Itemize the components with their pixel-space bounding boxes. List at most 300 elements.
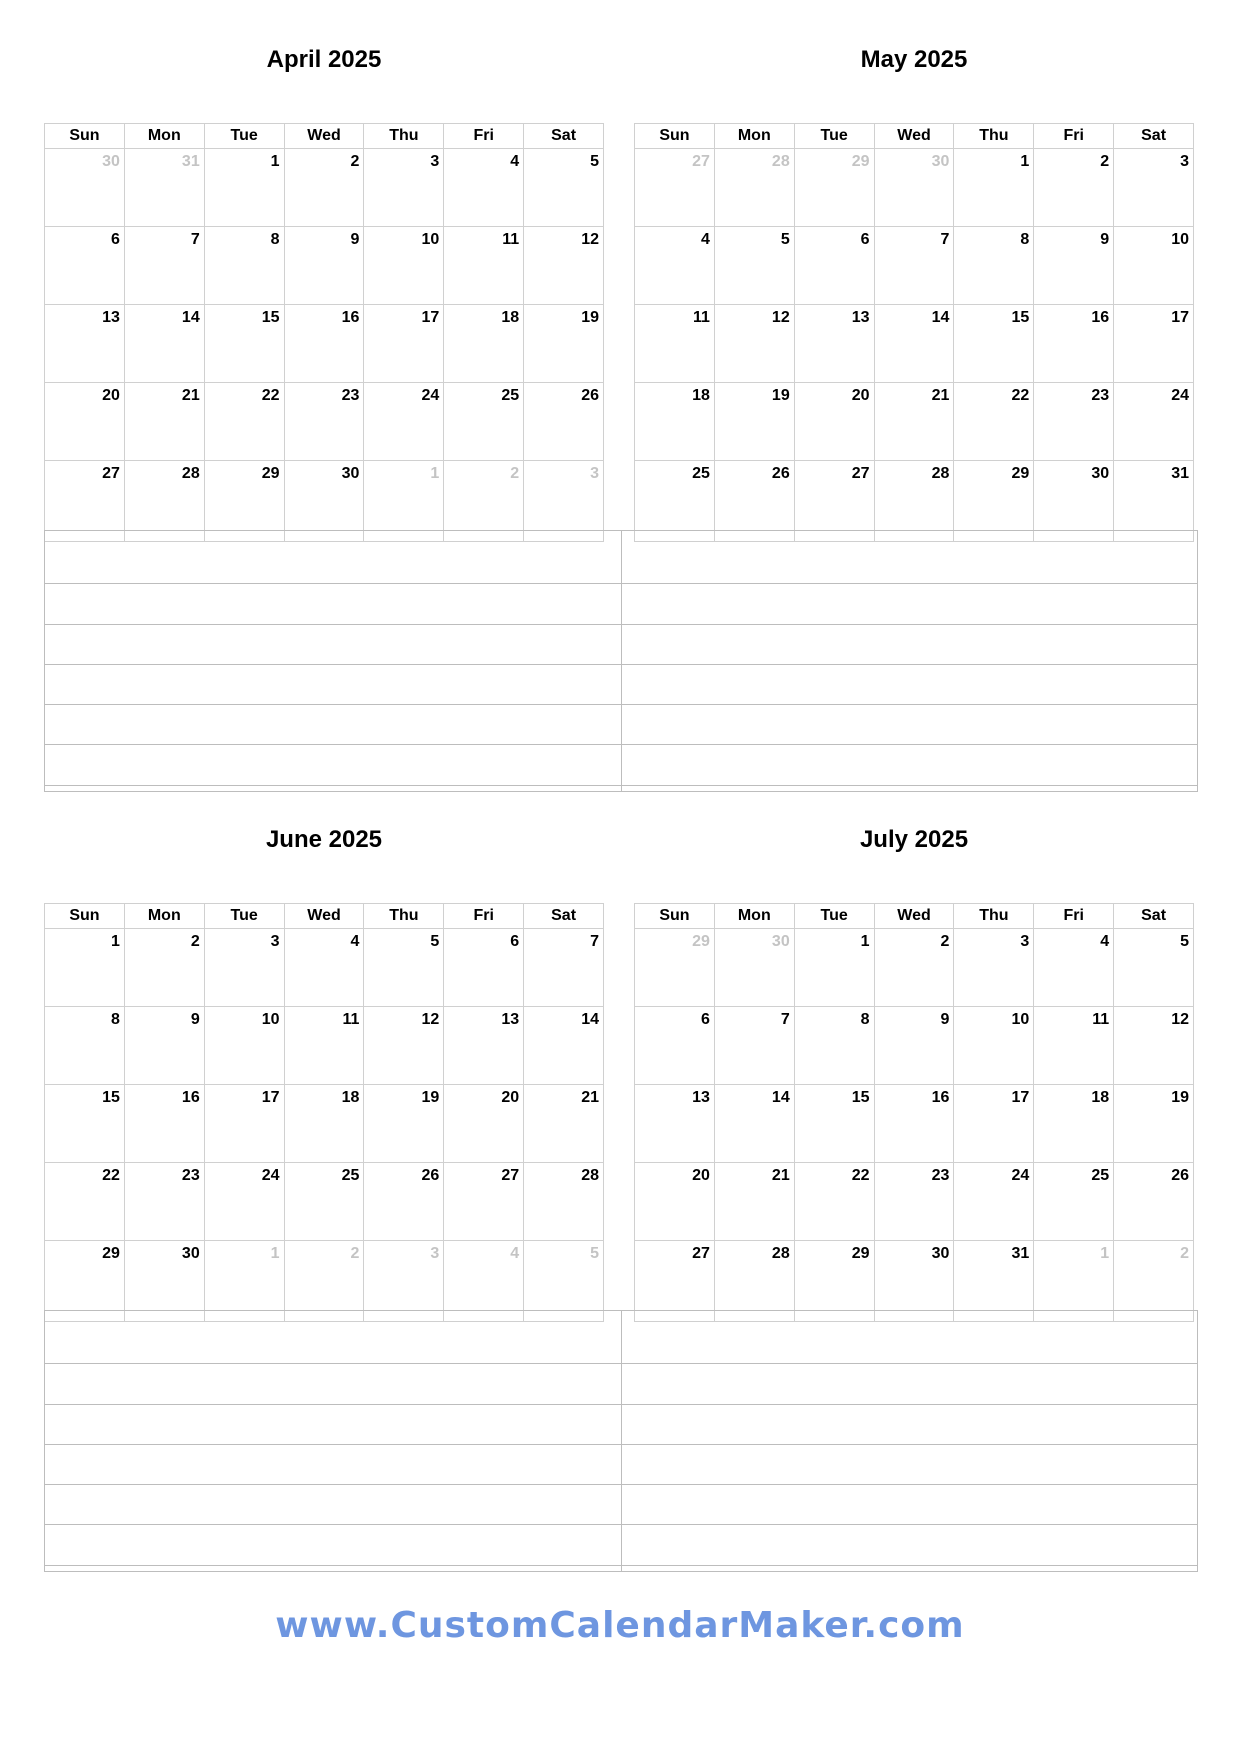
day-number: 19	[771, 387, 790, 404]
day-number: 18	[341, 1089, 360, 1106]
month-title: July 2025	[859, 826, 969, 853]
day-number: 4	[510, 153, 520, 170]
day-number: 25	[341, 1167, 360, 1184]
day-cell	[285, 1007, 365, 1085]
day-number: 29	[851, 153, 870, 170]
day-number: 4	[510, 1245, 520, 1262]
day-number: 31	[1011, 1245, 1030, 1262]
day-number: 11	[1092, 1011, 1110, 1028]
day-number: 2	[350, 1245, 360, 1262]
day-number: 10	[421, 231, 440, 248]
day-number: 13	[692, 1089, 710, 1106]
day-cell	[285, 149, 365, 227]
day-number: 12	[771, 309, 790, 326]
day-cell	[444, 305, 524, 383]
week-row	[45, 149, 604, 227]
day-cell	[444, 929, 524, 1007]
day-cell	[715, 1007, 795, 1085]
day-number: 9	[940, 1011, 950, 1028]
month-title: April 2025	[266, 46, 382, 73]
weekday-label: Wed	[875, 904, 955, 929]
day-number: 25	[1091, 1167, 1110, 1184]
notes-divider	[621, 531, 622, 791]
day-cell	[45, 227, 125, 305]
day-number: 19	[581, 309, 600, 326]
week-row	[635, 1085, 1194, 1163]
day-cell	[45, 1007, 125, 1085]
notes-divider	[621, 1311, 622, 1571]
day-cell-other-month	[795, 149, 875, 227]
day-number: 22	[102, 1167, 120, 1184]
day-number: 5	[590, 1245, 600, 1262]
notes-area-top	[44, 530, 1198, 792]
day-cell	[1034, 305, 1114, 383]
day-number: 21	[181, 387, 200, 404]
day-number: 27	[501, 1167, 520, 1184]
day-cell	[635, 305, 715, 383]
weekday-label: Sat	[524, 904, 604, 929]
day-cell	[524, 149, 604, 227]
day-number: 4	[700, 231, 710, 248]
day-number: 3	[270, 933, 280, 950]
day-number: 29	[851, 1245, 870, 1262]
week-row	[45, 1163, 604, 1241]
weekday-header-row	[635, 904, 1194, 929]
day-cell	[875, 305, 955, 383]
day-number: 3	[590, 465, 600, 482]
day-number: 6	[110, 231, 120, 248]
day-cell-other-month	[635, 149, 715, 227]
day-cell	[1114, 1163, 1194, 1241]
day-cell	[285, 1085, 365, 1163]
day-cell	[954, 1163, 1034, 1241]
day-cell	[285, 227, 365, 305]
day-number: 2	[510, 465, 520, 482]
day-cell	[795, 227, 875, 305]
weekday-label: Mon	[125, 124, 205, 149]
day-number: 12	[1171, 1011, 1190, 1028]
day-cell	[635, 383, 715, 461]
day-number: 24	[421, 387, 440, 404]
day-cell	[524, 305, 604, 383]
day-cell	[45, 1085, 125, 1163]
weekday-label: Thu	[364, 904, 444, 929]
day-cell-other-month	[125, 149, 205, 227]
day-number: 26	[581, 387, 600, 404]
weekday-label: Sun	[635, 904, 715, 929]
day-cell	[715, 383, 795, 461]
calendar-grid	[634, 903, 1194, 1322]
day-number: 5	[430, 933, 440, 950]
day-cell	[125, 929, 205, 1007]
day-number: 30	[931, 1245, 950, 1262]
month-april	[44, 30, 604, 542]
day-number: 28	[931, 465, 950, 482]
day-cell	[205, 1085, 285, 1163]
day-number: 24	[1011, 1167, 1030, 1184]
day-number: 2	[350, 153, 360, 170]
day-cell	[524, 1007, 604, 1085]
week-row	[635, 149, 1194, 227]
day-cell-other-month	[875, 149, 955, 227]
day-cell	[444, 1163, 524, 1241]
day-cell	[1034, 1163, 1114, 1241]
month-title: May 2025	[860, 46, 968, 73]
day-number: 30	[181, 1245, 200, 1262]
day-number: 8	[270, 231, 280, 248]
day-cell	[715, 1163, 795, 1241]
day-number: 25	[692, 465, 710, 482]
day-cell	[715, 1085, 795, 1163]
day-cell	[875, 1085, 955, 1163]
footer-website-link[interactable]: www.CustomCalendarMaker.com	[275, 1605, 965, 1646]
day-number: 14	[581, 1011, 600, 1028]
weekday-label: Wed	[285, 124, 365, 149]
day-number: 28	[581, 1167, 600, 1184]
weekday-label: Fri	[1034, 904, 1114, 929]
day-number: 1	[860, 933, 870, 950]
day-number: 14	[931, 309, 950, 326]
day-cell	[364, 1085, 444, 1163]
day-cell	[125, 1007, 205, 1085]
day-number: 16	[341, 309, 360, 326]
day-cell	[524, 929, 604, 1007]
day-number: 8	[1020, 231, 1030, 248]
day-cell	[715, 227, 795, 305]
week-row	[635, 1163, 1194, 1241]
day-cell	[635, 1085, 715, 1163]
day-cell-other-month	[715, 929, 795, 1007]
day-number: 23	[931, 1167, 950, 1184]
day-number: 16	[181, 1089, 200, 1106]
weekday-header-row	[45, 904, 604, 929]
day-cell	[285, 1163, 365, 1241]
day-cell-other-month	[635, 929, 715, 1007]
day-number: 3	[1020, 933, 1030, 950]
weekday-label: Sat	[1114, 124, 1194, 149]
day-cell	[875, 383, 955, 461]
day-number: 20	[501, 1089, 520, 1106]
day-cell	[205, 149, 285, 227]
day-number: 18	[692, 387, 710, 404]
day-number: 13	[851, 309, 870, 326]
day-number: 8	[110, 1011, 120, 1028]
day-number: 13	[501, 1011, 520, 1028]
day-number: 1	[1020, 153, 1030, 170]
day-number: 16	[931, 1089, 950, 1106]
day-number: 7	[590, 933, 600, 950]
day-cell	[125, 1163, 205, 1241]
day-number: 19	[1171, 1089, 1190, 1106]
day-cell	[205, 929, 285, 1007]
calendar-grid	[44, 123, 604, 542]
day-number: 14	[181, 309, 200, 326]
day-number: 5	[780, 231, 790, 248]
day-cell	[954, 1085, 1034, 1163]
day-cell	[635, 1163, 715, 1241]
month-may	[634, 30, 1194, 542]
day-cell	[524, 383, 604, 461]
day-cell	[524, 227, 604, 305]
day-cell	[1034, 383, 1114, 461]
day-cell	[524, 1163, 604, 1241]
day-cell	[45, 383, 125, 461]
day-cell	[954, 305, 1034, 383]
weekday-label: Fri	[444, 124, 524, 149]
day-number: 31	[1171, 465, 1190, 482]
day-number: 10	[1011, 1011, 1030, 1028]
day-number: 29	[1011, 465, 1030, 482]
day-cell	[1034, 149, 1114, 227]
day-cell	[205, 383, 285, 461]
day-cell	[635, 1007, 715, 1085]
weekday-header-row	[45, 124, 604, 149]
day-cell	[954, 149, 1034, 227]
day-number: 3	[1180, 153, 1190, 170]
day-number: 30	[931, 153, 950, 170]
day-cell	[125, 227, 205, 305]
day-number: 3	[430, 153, 440, 170]
day-number: 29	[261, 465, 280, 482]
week-row	[45, 929, 604, 1007]
day-number: 6	[510, 933, 520, 950]
day-cell	[364, 1007, 444, 1085]
weekday-label: Sat	[1114, 904, 1194, 929]
day-cell	[444, 149, 524, 227]
day-number: 23	[341, 387, 360, 404]
weekday-label: Tue	[205, 904, 285, 929]
day-cell	[364, 149, 444, 227]
day-number: 24	[1171, 387, 1190, 404]
day-cell	[875, 929, 955, 1007]
day-number: 11	[692, 309, 710, 326]
week-row	[45, 305, 604, 383]
day-number: 4	[1100, 933, 1110, 950]
day-cell	[364, 227, 444, 305]
weekday-label: Sun	[45, 124, 125, 149]
day-number: 11	[502, 231, 520, 248]
day-number: 17	[421, 309, 440, 326]
week-row	[45, 227, 604, 305]
month-title: June 2025	[265, 826, 383, 853]
day-number: 29	[102, 1245, 120, 1262]
day-number: 21	[581, 1089, 600, 1106]
day-number: 24	[261, 1167, 280, 1184]
day-number: 17	[1011, 1089, 1030, 1106]
day-number: 22	[1011, 387, 1030, 404]
day-number: 1	[1100, 1245, 1110, 1262]
day-number: 12	[581, 231, 600, 248]
day-number: 13	[102, 309, 120, 326]
day-number: 23	[181, 1167, 200, 1184]
day-number: 20	[102, 387, 120, 404]
day-number: 5	[1180, 933, 1190, 950]
day-cell	[364, 1163, 444, 1241]
day-cell	[1034, 1007, 1114, 1085]
day-cell	[1114, 929, 1194, 1007]
calendar-grid	[634, 123, 1194, 542]
day-number: 2	[1180, 1245, 1190, 1262]
day-cell	[125, 305, 205, 383]
month-july	[634, 810, 1194, 1322]
week-row	[45, 1085, 604, 1163]
day-number: 6	[860, 231, 870, 248]
weekday-label: Mon	[715, 124, 795, 149]
day-cell	[1114, 1085, 1194, 1163]
day-number: 20	[851, 387, 870, 404]
day-cell	[45, 929, 125, 1007]
day-number: 14	[771, 1089, 790, 1106]
day-number: 7	[780, 1011, 790, 1028]
weekday-label: Sun	[45, 904, 125, 929]
day-cell-other-month	[715, 149, 795, 227]
day-number: 28	[771, 153, 790, 170]
notes-area-bottom	[44, 1310, 1198, 1572]
day-cell	[795, 383, 875, 461]
week-row	[635, 929, 1194, 1007]
day-cell	[205, 1163, 285, 1241]
weekday-label: Tue	[205, 124, 285, 149]
day-number: 21	[771, 1167, 790, 1184]
day-number: 3	[430, 1245, 440, 1262]
day-cell	[45, 1163, 125, 1241]
calendar-grid	[44, 903, 604, 1322]
day-number: 23	[1091, 387, 1110, 404]
day-cell	[1114, 1007, 1194, 1085]
day-number: 7	[940, 231, 950, 248]
day-cell	[285, 929, 365, 1007]
day-number: 26	[421, 1167, 440, 1184]
day-cell	[795, 929, 875, 1007]
day-number: 31	[181, 153, 200, 170]
day-number: 28	[771, 1245, 790, 1262]
day-number: 18	[501, 309, 520, 326]
day-cell	[205, 305, 285, 383]
day-cell	[954, 227, 1034, 305]
day-cell	[795, 1163, 875, 1241]
weekday-label: Fri	[1034, 124, 1114, 149]
day-number: 1	[430, 465, 440, 482]
day-cell	[444, 1085, 524, 1163]
day-cell	[875, 1007, 955, 1085]
month-june	[44, 810, 604, 1322]
day-cell	[1114, 227, 1194, 305]
day-cell	[954, 929, 1034, 1007]
day-cell	[364, 383, 444, 461]
day-number: 19	[421, 1089, 440, 1106]
day-number: 28	[181, 465, 200, 482]
day-number: 27	[692, 1245, 710, 1262]
day-number: 18	[1091, 1089, 1110, 1106]
week-row	[635, 1007, 1194, 1085]
day-cell	[364, 929, 444, 1007]
weekday-label: Sat	[524, 124, 604, 149]
day-number: 21	[931, 387, 950, 404]
day-cell	[364, 305, 444, 383]
weekday-label: Mon	[125, 904, 205, 929]
weekday-label: Wed	[875, 124, 955, 149]
day-number: 27	[851, 465, 870, 482]
day-number: 15	[261, 309, 280, 326]
day-cell	[954, 1007, 1034, 1085]
day-cell	[1114, 149, 1194, 227]
day-number: 29	[692, 933, 710, 950]
day-cell	[795, 305, 875, 383]
day-cell	[444, 383, 524, 461]
day-number: 4	[350, 933, 360, 950]
day-cell	[444, 1007, 524, 1085]
day-cell	[795, 1085, 875, 1163]
day-cell	[715, 305, 795, 383]
day-number: 22	[261, 387, 280, 404]
day-number: 9	[350, 231, 360, 248]
day-number: 30	[1091, 465, 1110, 482]
day-number: 10	[1171, 231, 1190, 248]
day-number: 15	[851, 1089, 870, 1106]
day-cell	[285, 383, 365, 461]
day-number: 1	[270, 153, 280, 170]
day-number: 30	[102, 153, 120, 170]
day-cell	[524, 1085, 604, 1163]
day-number: 7	[190, 231, 200, 248]
day-cell	[795, 1007, 875, 1085]
day-number: 9	[190, 1011, 200, 1028]
day-cell-other-month	[45, 149, 125, 227]
day-number: 15	[1011, 309, 1030, 326]
week-row	[635, 383, 1194, 461]
day-number: 26	[771, 465, 790, 482]
day-number: 30	[771, 933, 790, 950]
weekday-label: Thu	[954, 904, 1034, 929]
weekday-label: Thu	[954, 124, 1034, 149]
day-cell	[45, 305, 125, 383]
day-cell	[205, 227, 285, 305]
day-number: 6	[700, 1011, 710, 1028]
weekday-label: Sun	[635, 124, 715, 149]
day-number: 27	[692, 153, 710, 170]
day-cell	[1034, 1085, 1114, 1163]
day-number: 2	[190, 933, 200, 950]
week-row	[45, 1007, 604, 1085]
day-number: 15	[102, 1089, 120, 1106]
weekday-label: Thu	[364, 124, 444, 149]
day-number: 16	[1091, 309, 1110, 326]
day-number: 26	[1171, 1167, 1190, 1184]
day-number: 1	[270, 1245, 280, 1262]
week-row	[635, 227, 1194, 305]
day-number: 10	[261, 1011, 280, 1028]
day-number: 5	[590, 153, 600, 170]
day-cell	[954, 383, 1034, 461]
day-cell	[1034, 227, 1114, 305]
day-cell	[635, 227, 715, 305]
day-number: 12	[421, 1011, 440, 1028]
day-cell	[1034, 929, 1114, 1007]
weekday-label: Tue	[795, 124, 875, 149]
weekday-label: Wed	[285, 904, 365, 929]
day-number: 2	[940, 933, 950, 950]
day-number: 17	[261, 1089, 280, 1106]
day-number: 27	[102, 465, 120, 482]
day-cell	[125, 1085, 205, 1163]
day-number: 20	[692, 1167, 710, 1184]
week-row	[635, 305, 1194, 383]
day-number: 22	[851, 1167, 870, 1184]
day-cell	[125, 383, 205, 461]
day-number: 8	[860, 1011, 870, 1028]
day-cell	[1114, 305, 1194, 383]
day-number: 11	[342, 1011, 360, 1028]
